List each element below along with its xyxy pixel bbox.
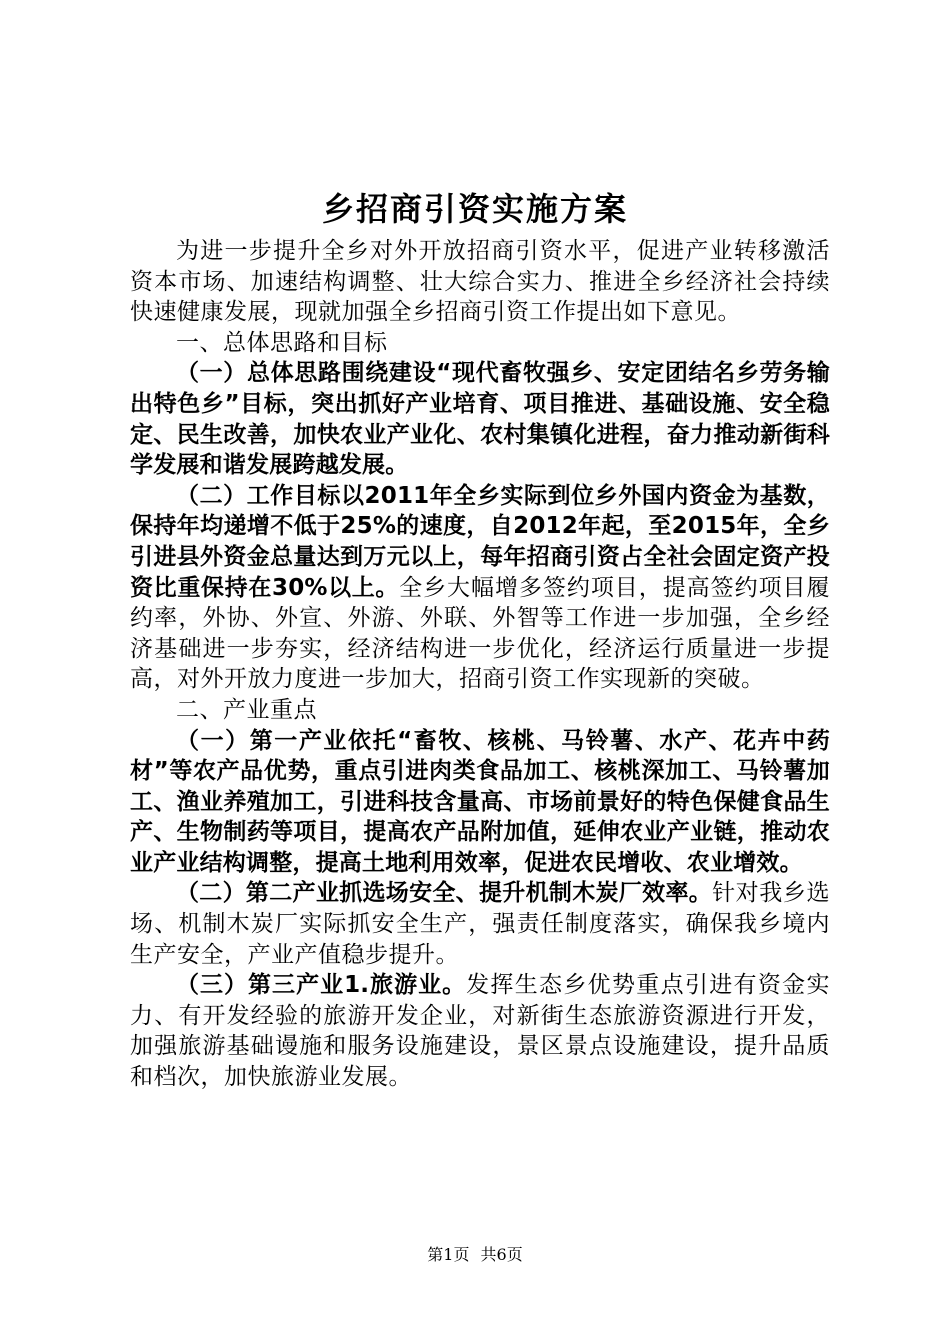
page-footer [0,1244,950,1266]
document-title: 乡招商引资实施方案 [321,190,628,228]
secondary-industry-lead: （二）第二产业抓选场安全、提升机制木炭厂效率。 [176,880,713,907]
intro-paragraph: 为进一步提升全乡对外开放招商引资水平，促进产业转移激活资本市场、加速结构调整、壮大综合实力、推进全乡经济社会持续快速健康发展，现就加强全乡招商引资工作提出如下意见。 [130,238,830,326]
paragraph-primary-industry: （一）第一产业依托“畜牧、核桃、马铃薯、水产、花卉中药材”等农产品优势，重点引进肉类食品加工、核桃深加工、马铃薯加工、渔业养殖加工，引进科技含量高、市场前景好的特色保健食品生产、生物制药等项目，提高农产品附加值，延伸农业产业链，推动农业产业结构调整，提高土地利用效率，促进农民增收、农业增效。 [130,727,830,876]
paragraph-work-goals [130,481,830,695]
paragraph-overall-thinking: （一）总体思路围绕建设“现代畜牧强乡、安定团结名乡劳务输出特色乡”目标，突出抓好产业培育、项目推进、基础设施、安全稳定、民生改善，加快农业产业化、农村集镇化进程，奋力推动新街科学发展和谐发展跨越发展。 [130,360,830,479]
page-number: 第1页 [427,1245,470,1264]
page-total: 共6页 [480,1245,523,1264]
section-heading-1: 一、总体思路和目标 [176,329,388,356]
work-goals-lead: （二）工作目标以2011年全乡实际到位乡外国内资金为基数，保持年均递增不低于25%的速度，自2012年起，至2015年，全乡引进县外资金总量达到万元以上，每年招商引资占全社会固定资产投资比重保持在30%以上。 [130,482,830,601]
secondary-industry-rest: 针对我乡选场、机制木炭厂实际抓安全生产，强责任制度落实，确保我乡境内生产安全，产业产值稳步提升。 [130,880,830,968]
document-body [130,236,830,1093]
paragraph-tertiary-industry [130,970,830,1092]
work-goals-rest: 全乡大幅增多签约项目，提高签约项目履约率，外协、外宣、外游、外联、外智等工作进一步加强，全乡经济基础进一步夯实，经济结构进一步优化，经济运行质量进一步提高，对外开放力度进一步加大，招商引资工作实现新的突破。 [130,574,831,693]
section-heading-2: 二、产业重点 [176,696,317,723]
tertiary-industry-rest: 发挥生态乡优势重点引进有资金实力、有开发经验的旅游开发企业，对新街生态旅游资源进行开发，加强旅游基础谩施和服务设施建设，景区景点设施建设，提升品质和档次，加快旅游业发展。 [130,972,831,1091]
tertiary-industry-lead: （三）第三产业1.旅游业。 [176,972,467,999]
paragraph-secondary-industry [130,878,830,970]
